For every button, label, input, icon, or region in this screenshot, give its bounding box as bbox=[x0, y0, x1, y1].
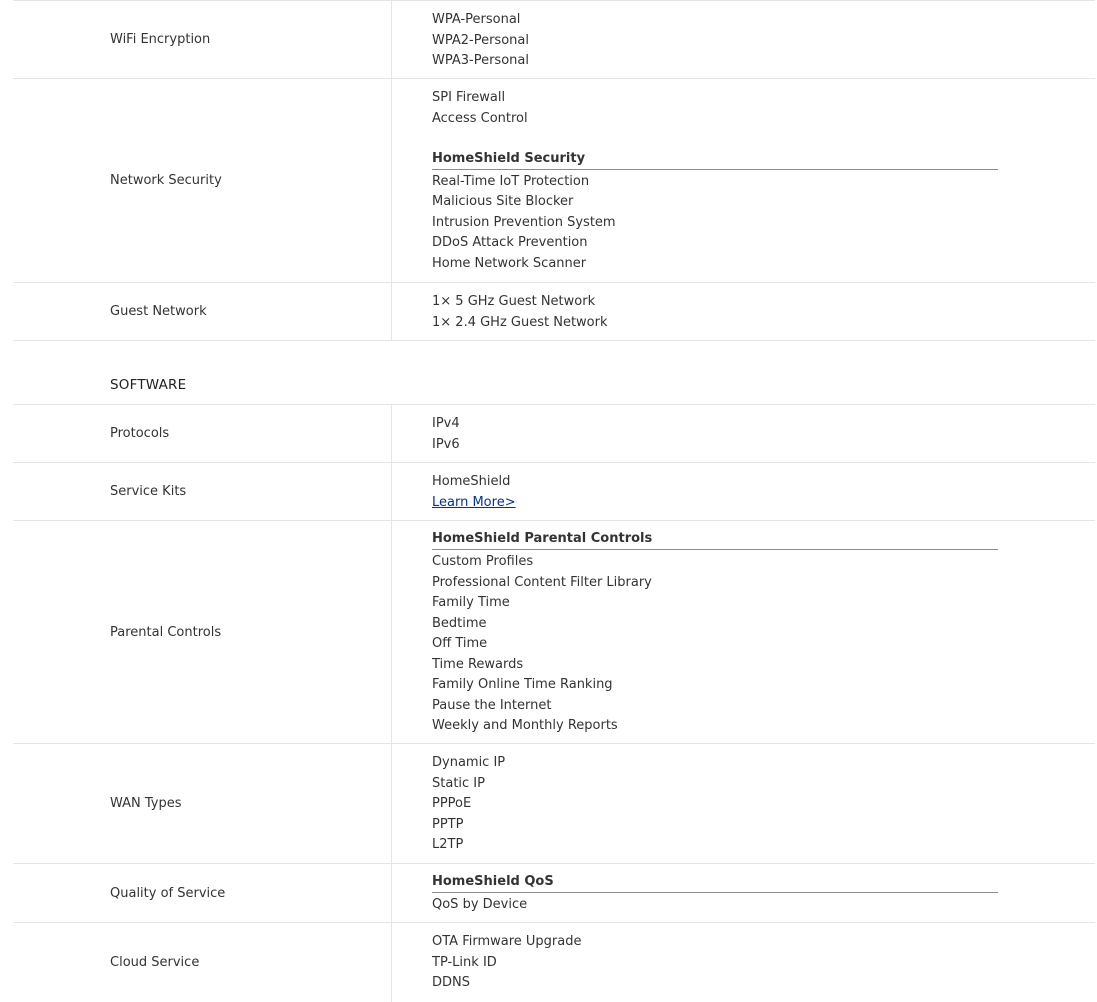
spec-value: PPTP bbox=[432, 816, 464, 832]
spec-value: Malicious Site Blocker bbox=[432, 194, 574, 209]
spec-values bbox=[392, 744, 1095, 863]
spec-value: 1× 5 GHz Guest Network bbox=[432, 294, 596, 309]
spec-value: Off Time bbox=[432, 636, 488, 651]
spec-label: Protocols bbox=[13, 405, 392, 462]
spec-row-wifi-encryption bbox=[13, 0, 1095, 78]
spec-value: L2TP bbox=[432, 837, 464, 852]
spec-value: TP-Link ID bbox=[432, 954, 497, 970]
spec-group-title: HomeShield Security bbox=[432, 150, 998, 170]
spec-value: Time Rewards bbox=[432, 656, 524, 672]
spec-row-guest-network bbox=[13, 282, 1095, 340]
spec-row-service-kits bbox=[13, 462, 1095, 520]
spec-group-title: HomeShield Parental Controls bbox=[432, 530, 998, 550]
spec-value: Intrusion Prevention System bbox=[432, 214, 616, 230]
spec-label: Guest Network bbox=[13, 283, 392, 340]
spec-values bbox=[392, 1, 1095, 78]
spec-value: Pause the Internet bbox=[432, 697, 552, 713]
spec-value: QoS by Device bbox=[432, 897, 528, 912]
spec-label: Parental Controls bbox=[13, 521, 392, 743]
spec-table bbox=[13, 0, 1095, 1002]
spec-value: Static IP bbox=[432, 775, 485, 791]
spec-values bbox=[392, 405, 1095, 462]
spec-value: Bedtime bbox=[432, 615, 487, 631]
spec-values bbox=[392, 463, 1095, 520]
spec-value: Custom Profiles bbox=[432, 554, 534, 569]
spec-values bbox=[392, 521, 1095, 743]
spec-value: HomeShield bbox=[432, 474, 511, 489]
spacer bbox=[432, 129, 1095, 150]
spec-values bbox=[392, 283, 1095, 340]
section-title: SOFTWARE bbox=[110, 376, 187, 393]
spec-link-wrap bbox=[432, 493, 1095, 514]
spec-value: Weekly and Monthly Reports bbox=[432, 718, 618, 733]
spec-value: IPv4 bbox=[432, 416, 460, 431]
spec-label: Service Kits bbox=[13, 463, 392, 520]
spec-value: Family Online Time Ranking bbox=[432, 677, 613, 692]
spec-value: SPI Firewall bbox=[432, 90, 506, 105]
spec-value: DDoS Attack Prevention bbox=[432, 235, 588, 250]
spec-label: WAN Types bbox=[13, 744, 392, 863]
spec-value: IPv6 bbox=[432, 436, 460, 452]
spec-row-protocols bbox=[13, 404, 1095, 462]
spec-value: Family Time bbox=[432, 595, 510, 610]
section-heading-software bbox=[13, 340, 1095, 404]
spec-value: 1× 2.4 GHz Guest Network bbox=[432, 314, 608, 330]
spec-value: Access Control bbox=[432, 110, 528, 126]
spec-value: Home Network Scanner bbox=[432, 255, 587, 271]
spec-row-wan-types bbox=[13, 743, 1095, 863]
spec-row-parental-controls bbox=[13, 520, 1095, 743]
spec-value: WPA2-Personal bbox=[432, 32, 529, 48]
spec-value: Dynamic IP bbox=[432, 755, 506, 770]
spec-values bbox=[392, 923, 1095, 1002]
spec-label: Network Security bbox=[13, 79, 392, 282]
spec-values bbox=[392, 864, 1095, 922]
spec-value: PPPoE bbox=[432, 796, 472, 811]
spec-value: Real-Time IoT Protection bbox=[432, 173, 590, 189]
spec-value: WPA-Personal bbox=[432, 12, 521, 27]
spec-label: Cloud Service bbox=[13, 923, 392, 1002]
learn-more-link[interactable]: Learn More> bbox=[432, 494, 516, 510]
spec-label: Quality of Service bbox=[13, 864, 392, 922]
spec-value: DDNS bbox=[432, 975, 470, 990]
spec-group-title: HomeShield QoS bbox=[432, 873, 998, 893]
spec-label: WiFi Encryption bbox=[13, 1, 392, 78]
spec-values bbox=[392, 79, 1095, 282]
spec-value: WPA3-Personal bbox=[432, 53, 529, 68]
spec-row-quality-of-service bbox=[13, 863, 1095, 922]
spec-row-network-security bbox=[13, 78, 1095, 282]
spec-value: Professional Content Filter Library bbox=[432, 574, 652, 590]
spec-value: OTA Firmware Upgrade bbox=[432, 934, 582, 949]
spec-row-cloud-service bbox=[13, 922, 1095, 1002]
